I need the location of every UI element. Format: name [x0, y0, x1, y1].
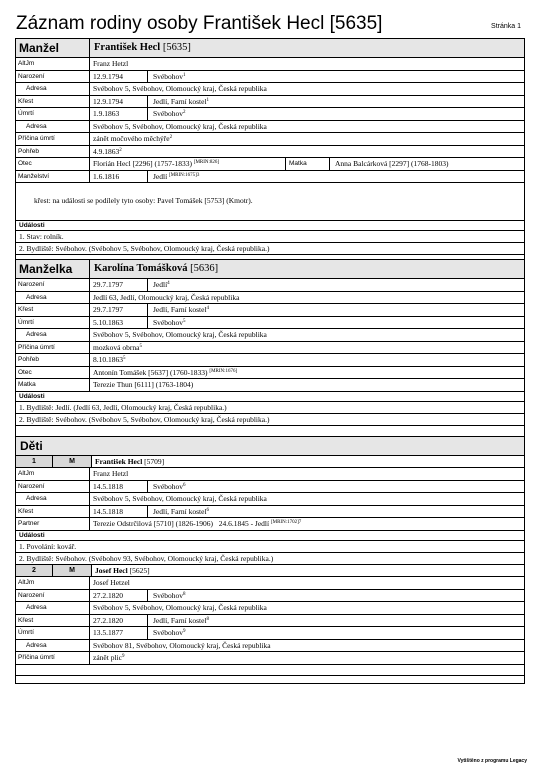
source-ref: 8: [183, 591, 186, 597]
address-label: Adresa: [16, 493, 90, 505]
source-ref: 2: [183, 110, 186, 115]
husband-burial-date: 4.9.1863: [93, 146, 120, 156]
cause-of-death-label: Příčina úmrtí: [16, 342, 90, 354]
source-ref: 5: [139, 343, 142, 349]
marriage-place: Jedlí: [153, 171, 168, 181]
child-1-header: [15, 456, 525, 469]
source-ref: 4: [167, 281, 170, 286]
wife-death-addr-row: [15, 329, 525, 342]
child-2-id: [5625]: [129, 565, 150, 575]
wife-death-address: Svébohov 5, Svébohov, Olomoucký kraj, Česká republika: [93, 330, 267, 339]
event-item: 2. Bydliště: Svébohov. (Svébohov 93, Svébohov, Olomoucký kraj, Česká republika.): [15, 553, 525, 565]
wife-death-place: Svébohov: [153, 317, 183, 327]
marriage-label: Manželství: [16, 171, 90, 183]
child-1-altjm: Franz Hetzl: [93, 469, 129, 478]
source-ref: 6: [183, 482, 186, 488]
source-ref: 1: [206, 97, 210, 103]
wife-section-label: Manželka: [16, 260, 90, 278]
child-2-name[interactable]: Josef Hecl: [95, 565, 128, 575]
husband-birth-date: 12.9.1794: [90, 71, 148, 83]
page-title: Záznam rodiny osoby František Hecl [5635]: [16, 13, 383, 34]
husband-death-date: 1.9.1863: [90, 108, 148, 120]
baptism-label: Křest: [16, 615, 90, 627]
wife-birth-place: Jedlí: [153, 280, 168, 289]
child-2-bapt-place: Jedlí, Farní kostel: [153, 615, 207, 625]
husband-death-address: Svébohov 5, Svébohov, Olomoucký kraj, Česká republika: [93, 121, 267, 131]
source-ref: 3: [196, 172, 200, 178]
child-1-altjm-row: [15, 468, 525, 481]
baptism-label: Křest: [16, 96, 90, 108]
husband-altjm: Franz Hetzl: [93, 59, 129, 68]
child-sex: M: [53, 456, 92, 468]
husband-events-header: Události: [15, 221, 525, 231]
mrin-ref: [MRIN:1675]: [169, 172, 197, 178]
source-ref: 9: [121, 654, 125, 659]
husband-cause: zánět močového měchýře: [93, 134, 170, 143]
children-header: Děti: [15, 437, 525, 456]
baptism-label: Křest: [16, 506, 90, 518]
address-label: Adresa: [16, 121, 90, 133]
husband-death-place: Svébohov: [153, 109, 183, 118]
footer-credit: Vytištěno z programu Legacy: [457, 758, 527, 764]
wife-events-header: Události: [15, 392, 525, 402]
source-ref: 2: [119, 147, 122, 153]
source-ref: 6: [206, 507, 210, 513]
death-label: Úmrtí: [16, 627, 90, 639]
child-2-death-address: Svébohov 81, Svébohov, Olomoucký kraj, Česká republika: [93, 640, 271, 650]
child-1-birth-place: Svébohov: [153, 481, 183, 491]
child-2-birth-place: Svébohov: [153, 590, 183, 600]
child-2-bapt-row: [15, 615, 525, 628]
husband-death-row: [15, 108, 525, 121]
wife-burial-row: [15, 354, 525, 367]
wife-mother-row: [15, 379, 525, 392]
child-2-altjm-row: [15, 577, 525, 590]
source-ref: 5: [123, 356, 126, 361]
family-record-page: [15, 13, 525, 684]
birth-label: Narození: [16, 71, 90, 83]
child-1-partner-marriage: 24.6.1845 - Jedlí: [218, 519, 270, 528]
source-ref: 2: [169, 135, 173, 140]
death-label: Úmrtí: [16, 317, 90, 329]
wife-birth-date: 29.7.1797: [90, 279, 148, 291]
child-2-death-date: 13.5.1877: [90, 627, 148, 639]
baptism-label: Křest: [16, 304, 90, 316]
child-2-cause-row: [15, 652, 525, 665]
child-1-birth-row: [15, 481, 525, 494]
event-item: 2. Bydliště: Svébohov. (Svébohov 5, Svébohov, Olomoucký kraj, Česká republika.): [15, 414, 525, 426]
spacer: [15, 676, 525, 684]
address-label: Adresa: [16, 292, 90, 304]
husband-bapt-row: [15, 96, 525, 109]
wife-father[interactable]: Antonín Tomášek [5637] (1760-1833): [93, 367, 208, 377]
child-number: 1: [16, 456, 53, 468]
husband-birth-address: Svébohov 5, Svébohov, Olomoucký kraj, Česká republika: [93, 84, 267, 93]
source-ref: 7: [298, 520, 302, 525]
marriage-row: [15, 171, 525, 184]
birth-label: Narození: [16, 590, 90, 602]
child-1-bapt-row: [15, 506, 525, 519]
husband-father[interactable]: Florián Hecl [2296] (1757-1833): [93, 159, 192, 168]
husband-birth-place: Svébohov: [153, 71, 183, 81]
mrin-ref: [MRIN:1702]: [270, 520, 299, 525]
source-ref: 1: [183, 72, 186, 78]
child-2-birth-row: [15, 590, 525, 603]
address-label: Adresa: [16, 329, 90, 341]
address-label: Adresa: [16, 83, 90, 95]
altjm-label: AltJm: [16, 577, 90, 589]
husband-bapt-place: Jedlí, Farní kostel: [153, 96, 207, 106]
wife-birth-row: [15, 279, 525, 292]
child-2-bapt-date: 27.2.1820: [90, 615, 148, 627]
mrin-ref: [MRIN:1676]: [209, 368, 238, 374]
address-label: Adresa: [16, 640, 90, 652]
wife-birth-address: Jedlí 63, Jedlí, Olomoucký kraj, Česká republika: [93, 292, 240, 302]
husband-section-label: Manžel: [16, 39, 90, 57]
wife-id: [5636]: [190, 263, 219, 274]
source-ref: 8: [206, 616, 210, 622]
marriage-date: 1.6.1816: [90, 171, 148, 183]
husband-id: [5635]: [162, 42, 191, 53]
cause-of-death-label: Příčina úmrtí: [16, 133, 90, 145]
child-2-death-row: [15, 627, 525, 640]
event-item: 1. Stav: rolník.: [15, 231, 525, 243]
page-number: Stránka 1: [491, 23, 521, 30]
cause-of-death-label: Příčina úmrtí: [16, 652, 90, 664]
husband-bapt-date: 12.9.1794: [90, 96, 148, 108]
wife-name[interactable]: Karolína Tomášková: [94, 263, 188, 274]
husband-header: [15, 39, 525, 58]
husband-birth-addr-row: [15, 83, 525, 96]
wife-father-row: [15, 367, 525, 380]
wife-bapt-date: 29.7.1797: [90, 304, 148, 316]
event-item: 1. Povolání: kovář.: [15, 541, 525, 553]
child-2-death-addr-row: [15, 640, 525, 653]
father-label: Otec: [16, 367, 90, 379]
wife-bapt-place: Jedlí, Farní kostel: [153, 305, 207, 314]
child-2-cause: zánět plic: [93, 653, 122, 662]
child-1-name[interactable]: František Hecl: [95, 456, 143, 466]
child-2-altjm: Josef Hetzel: [93, 578, 130, 587]
mrin-ref: [MRIN:826]: [193, 160, 220, 165]
husband-burial-row: [15, 146, 525, 159]
source-ref: 5: [183, 318, 186, 324]
spacer: [15, 665, 525, 676]
child-number: 2: [16, 565, 53, 577]
wife-death-date: 5.10.1863: [90, 317, 148, 329]
child-1-id: [5709]: [144, 456, 165, 466]
husband-parents-row: [15, 158, 525, 171]
partner-label: Partner: [16, 518, 90, 530]
child-sex: M: [53, 565, 92, 577]
spacer: [15, 426, 525, 437]
child-1-birth-date: 14.5.1818: [90, 481, 148, 493]
husband-cause-row: [15, 133, 525, 146]
child-2-birth-date: 27.2.1820: [90, 590, 148, 602]
source-ref: 9: [183, 629, 186, 634]
event-item: 2. Bydliště: Svébohov. (Svébohov 5, Svébohov, Olomoucký kraj, Česká republika.): [15, 243, 525, 255]
wife-bapt-row: [15, 304, 525, 317]
husband-altjm-row: [15, 58, 525, 71]
child-1-birth-addr-row: [15, 493, 525, 506]
child-1-bapt-place: Jedlí, Farní kostel: [153, 506, 207, 516]
child-1-birth-address: Svébohov 5, Svébohov, Olomoucký kraj, Česká republika: [93, 494, 267, 503]
source-ref: 4: [206, 306, 210, 311]
child-2-birth-addr-row: [15, 602, 525, 615]
birth-label: Narození: [16, 481, 90, 493]
burial-label: Pohřeb: [16, 354, 90, 366]
father-label: Otec: [16, 158, 90, 170]
address-label: Adresa: [16, 602, 90, 614]
husband-name[interactable]: František Hecl: [94, 42, 161, 53]
husband-mother[interactable]: Anna Balcárková [2297] (1768-1803): [335, 159, 449, 168]
title-row: [15, 13, 525, 39]
wife-burial-date: 8.10.1863: [93, 355, 123, 364]
child-1-partner[interactable]: Terezie Odstrčilová [5710] (1826-1906): [93, 519, 214, 528]
wife-mother[interactable]: Terezie Thun [6111] (1763-1804): [93, 380, 194, 389]
child-2-birth-address: Svébohov 5, Svébohov, Olomoucký kraj, Česká republika: [93, 603, 267, 612]
birth-label: Narození: [16, 279, 90, 291]
child-1-partner-row: [15, 518, 525, 531]
mother-label: Matka: [286, 158, 330, 170]
wife-cause: mozková obrna: [93, 342, 140, 352]
child-2-header: [15, 565, 525, 578]
husband-note: křest: na události se podílely tyto osoby: Pavel Tomášek [5753] (Kmotr).: [15, 183, 525, 221]
child-1-events-header: Události: [15, 531, 525, 541]
burial-label: Pohřeb: [16, 146, 90, 158]
event-item: 1. Bydliště: Jedlí. (Jedlí 63, Jedlí, Olomoucký kraj, Česká republika.): [15, 402, 525, 414]
mother-label: Matka: [16, 379, 90, 391]
altjm-label: AltJm: [16, 468, 90, 480]
wife-birth-addr-row: [15, 292, 525, 305]
husband-death-addr-row: [15, 121, 525, 134]
altjm-label: AltJm: [16, 58, 90, 70]
child-2-death-place: Svébohov: [153, 628, 183, 637]
death-label: Úmrtí: [16, 108, 90, 120]
wife-header: [15, 260, 525, 279]
wife-death-row: [15, 317, 525, 330]
child-1-bapt-date: 14.5.1818: [90, 506, 148, 518]
wife-cause-row: [15, 342, 525, 355]
husband-birth-row: [15, 71, 525, 84]
